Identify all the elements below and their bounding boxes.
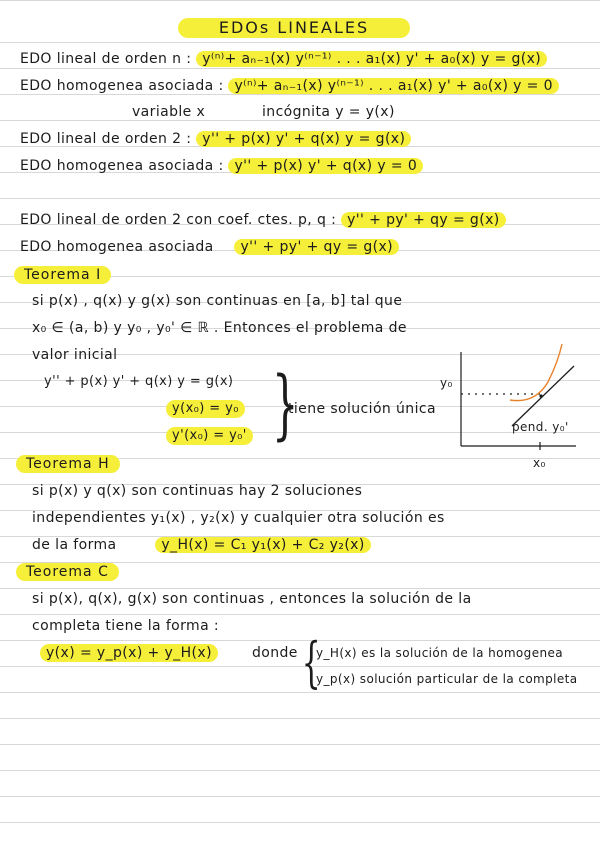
equation-highlight: y'' + py' + qy = g(x) — [341, 212, 506, 228]
equation-highlight: y'' + p(x) y' + q(x) y = g(x) — [196, 131, 411, 147]
variable-note — [132, 103, 205, 121]
graph-label-y0: y₀ — [440, 376, 453, 390]
def-homogenea-coef — [20, 238, 399, 256]
donde-label: donde — [252, 645, 298, 661]
def-label: EDO homogenea asociada : — [20, 78, 224, 94]
graph-label-pend: pend. y₀' — [512, 420, 569, 434]
incognita-note — [262, 103, 395, 121]
tangent-point — [539, 394, 542, 397]
def-edo-orden-n — [20, 50, 547, 68]
left-brace: { — [301, 631, 321, 694]
yh-definition: y_H(x) es la solución de la homogenea — [316, 646, 564, 660]
teorema-h-heading: Teorema H — [16, 455, 120, 473]
teorema-i-text-1: si p(x) , q(x) y g(x) son continuas en [a, b] tal que — [32, 293, 403, 309]
equation-highlight: y⁽ⁿ⁾+ aₙ₋₁(x) y⁽ⁿ⁻¹⁾ . . . a₁(x) y' + a₀(x) y = g(x) — [196, 51, 547, 67]
def-homogenea-2 — [20, 157, 423, 175]
solution-curve — [510, 344, 562, 401]
def-label: EDO homogenea asociada — [20, 239, 214, 255]
def-label: EDO lineal de orden 2 con coef. ctes. p, q : — [20, 212, 337, 228]
ivp-equation: y'' + p(x) y' + q(x) y = g(x) — [44, 374, 234, 389]
teorema-c-text-2: completa tiene la forma : — [32, 618, 220, 634]
right-brace: } — [271, 359, 299, 448]
def-label: EDO homogenea asociada : — [20, 158, 224, 174]
equation-highlight: y'' + p(x) y' + q(x) y = 0 — [228, 158, 423, 174]
teorema-c-text-1: si p(x), q(x), g(x) son continuas , entonces la solución de la — [32, 591, 472, 607]
general-solution-equation: y(x) = y_p(x) + y_H(x) — [40, 644, 218, 662]
def-label: EDO lineal de orden 2 : — [20, 131, 192, 147]
teorema-i-text-2: x₀ ∈ (a, b) y y₀ , y₀' ∈ ℝ . Entonces el problema de — [32, 320, 407, 336]
teorema-i-heading: Teorema I — [14, 266, 111, 284]
def-coef-constantes — [20, 211, 506, 229]
page-title: EDOs LINEALES — [178, 18, 410, 38]
ivp-condition-1: y(x₀) = y₀ — [166, 400, 245, 418]
def-label: EDO lineal de orden n : — [20, 51, 192, 67]
equation-highlight: y'' + py' + qy = g(x) — [234, 239, 399, 255]
incognita-text: incógnita y = y(x) — [262, 104, 395, 120]
teorema-h-text-3 — [32, 536, 371, 554]
teorema-i-text-3: valor inicial — [32, 347, 118, 363]
teorema-c-heading: Teorema C — [16, 563, 119, 581]
def-homogenea-n — [20, 77, 559, 95]
teorema-h-text-3-label: de la forma — [32, 537, 117, 553]
yp-definition: y_p(x) solución particular de la completa — [316, 672, 578, 686]
tangent-line — [512, 366, 574, 426]
equation-highlight: y_H(x) = C₁ y₁(x) + C₂ y₂(x) — [155, 537, 370, 553]
def-edo-orden-2 — [20, 130, 411, 148]
teorema-h-text-1: si p(x) y q(x) son continuas hay 2 soluciones — [32, 483, 363, 499]
ivp-condition-2: y'(x₀) = y₀' — [166, 427, 253, 445]
teorema-h-text-2: independientes y₁(x) , y₂(x) y cualquier otra solución es — [32, 510, 445, 526]
equation-highlight: y⁽ⁿ⁾+ aₙ₋₁(x) y⁽ⁿ⁻¹⁾ . . . a₁(x) y' + a₀(x) y = 0 — [228, 78, 559, 94]
variable-text: variable x — [132, 104, 206, 120]
teorema-i-conclusion: tiene solución única — [288, 401, 436, 417]
graph-label-x0: x₀ — [533, 456, 546, 470]
